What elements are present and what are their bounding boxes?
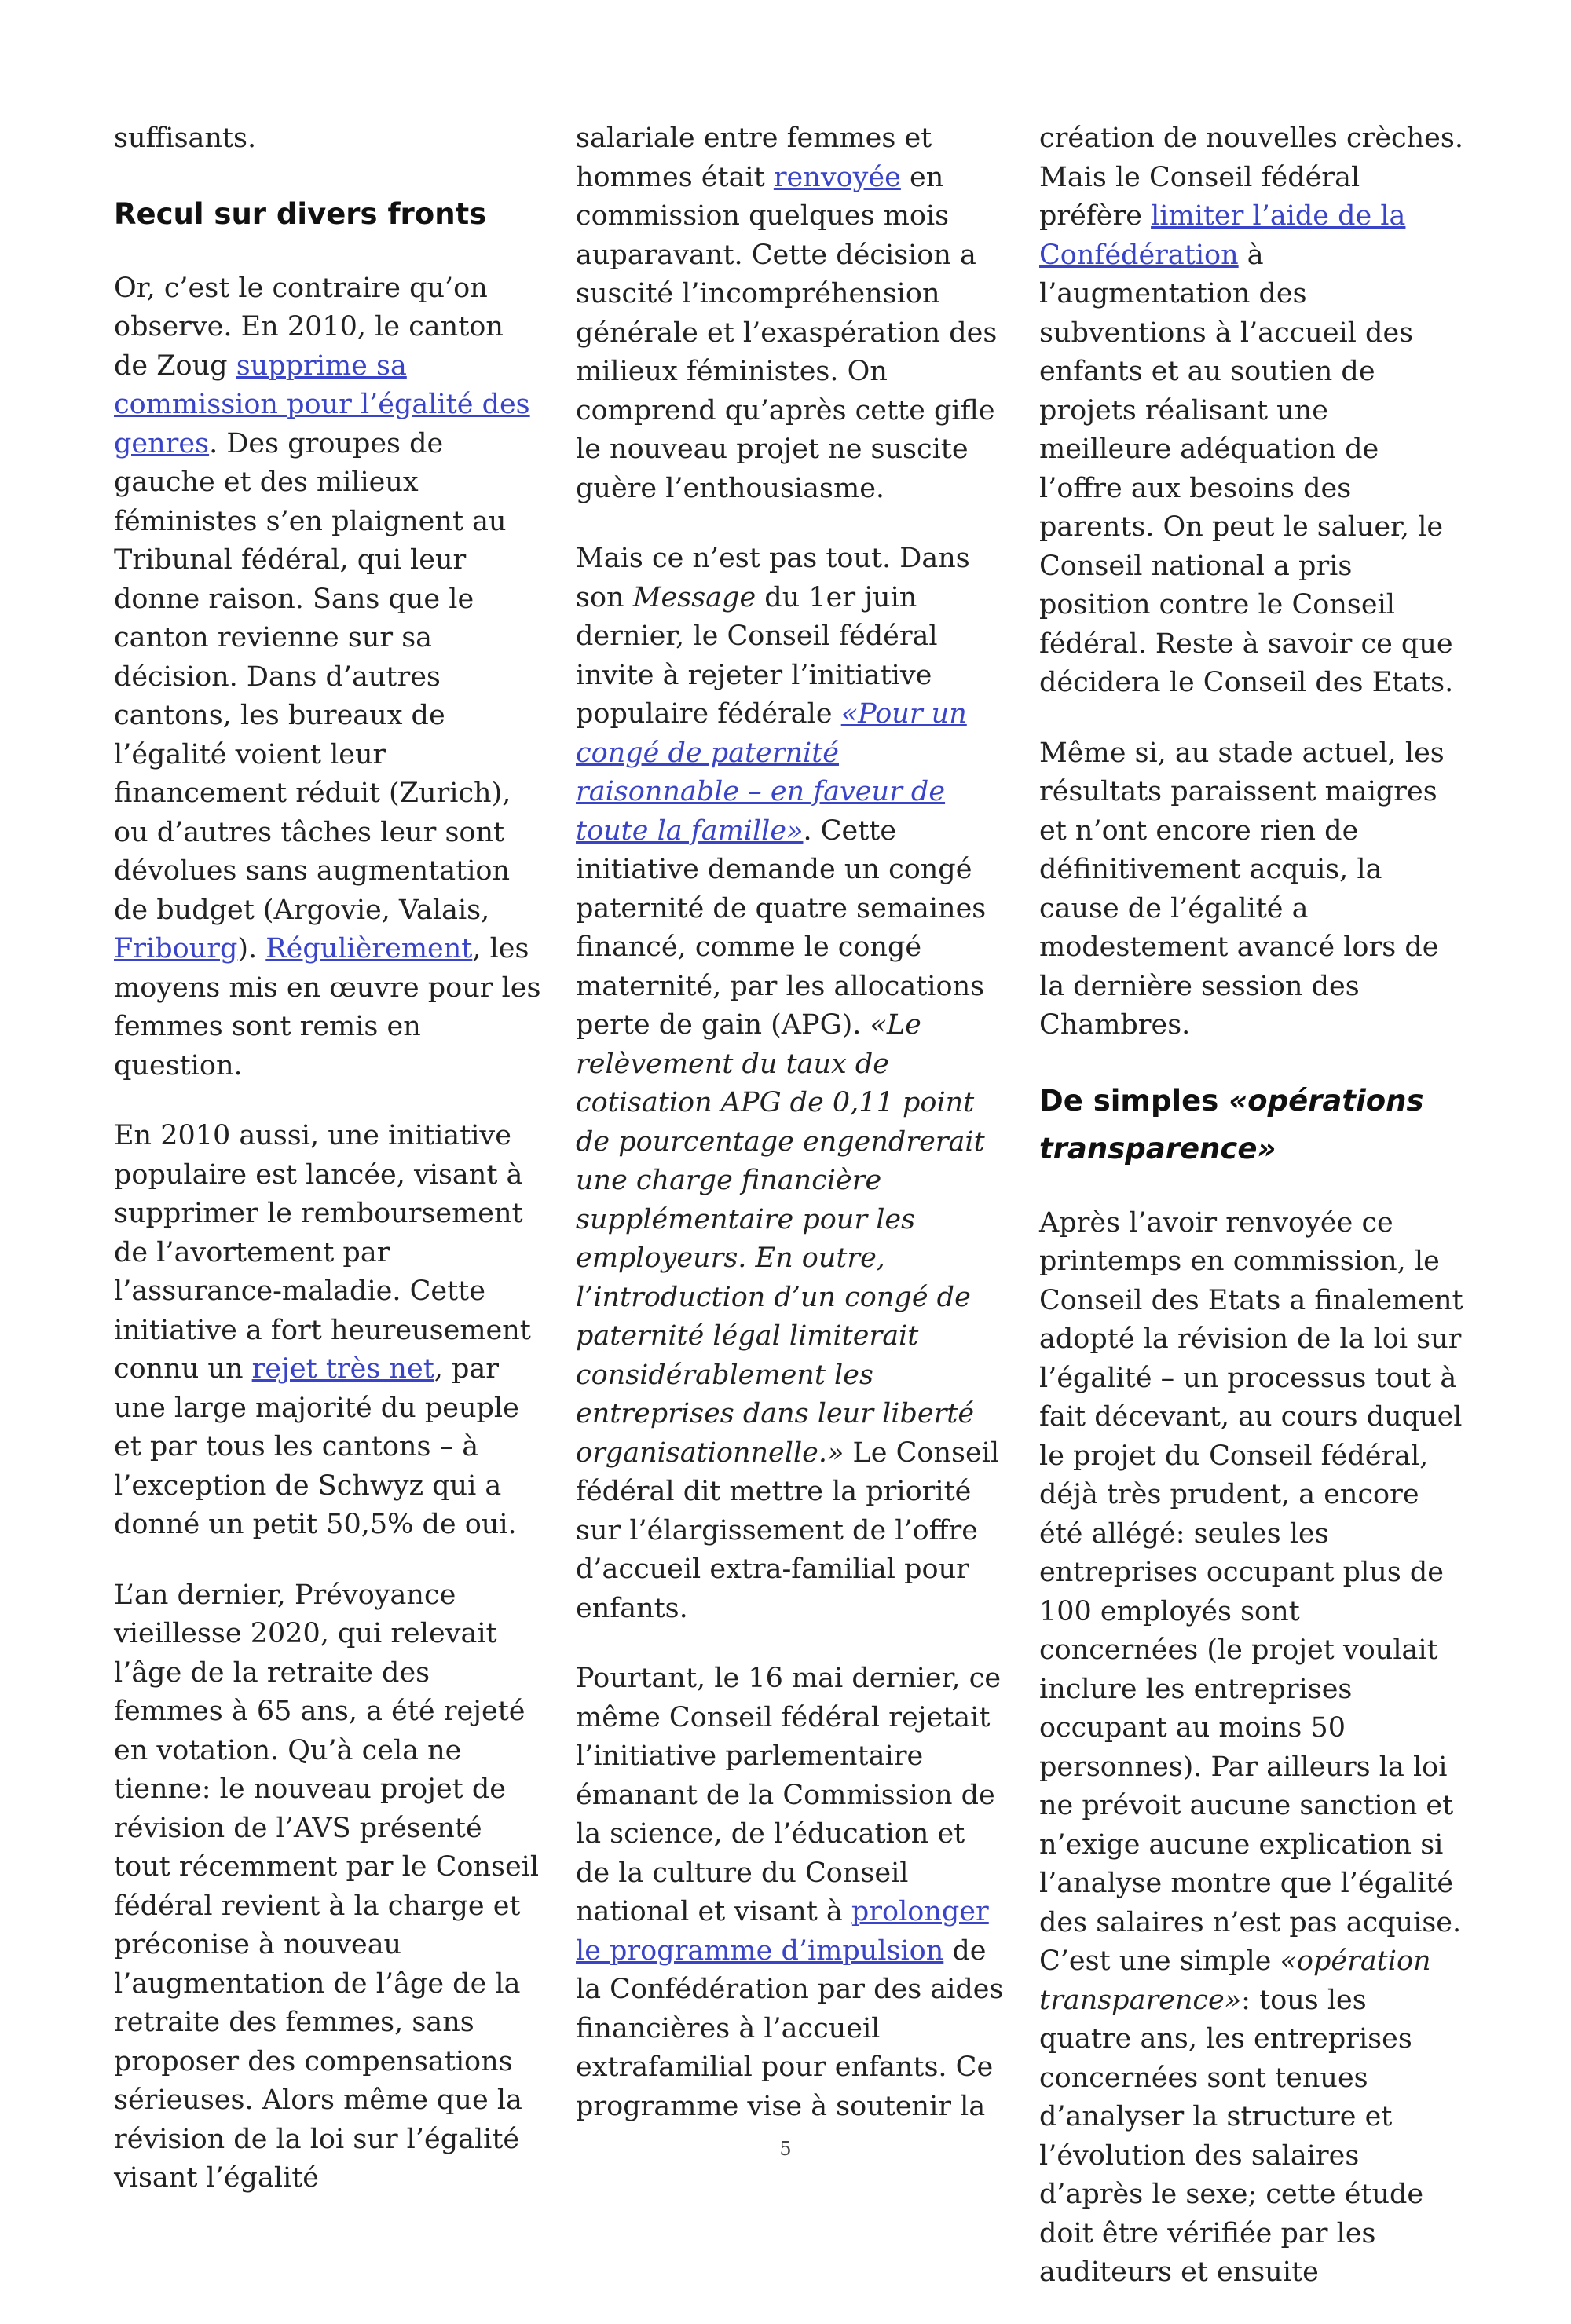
section-heading-operations-transparence: De simples «opérations transparence» [1039,1083,1424,1166]
paragraph: salariale entre femmes et hommes était renvoyée en commission quelques mois auparavant. Cette décision a suscité l’incompréhension générale et l’exaspération des milieux féministes. On comprend qu’après cette gifle le nouveau projet ne suscite guère l’enthousiasme. [576,123,998,504]
page-number: 5 [779,2138,792,2160]
message-title: Message [632,581,756,613]
paragraph: Mais ce n’est pas tout. Dans son Message du 1er juin dernier, le Conseil fédéral invite à rejeter l’initiative populaire fédérale «Pour un congé de paternité raisonnable – en faveur de toute la famille». Cette initiative demande un congé paternité de quatre semaines financé, comme le congé maternité, par les allocations perte de gain (APG). «Le relèvement du taux de cotisation APG de 0,11 point de pourcentage engendrerait une charge financière supplémentaire pour les employeurs. En outre, l’introduction d’un congé de paternité légal limiterait considérablement les entreprises dans leur liberté organisationnelle.» Le Conseil fédéral dit mettre la priorité sur l’élargissement de l’offre d’accueil extra-familial pour enfants. [576,543,1000,1624]
operation-transparence-em: «opération transparence» [1039,1945,1431,2016]
link-fribourg[interactable]: Fribourg [114,933,238,964]
quote: «Le relèvement du taux de cotisation APG de 0,11 point de pourcentage engendrerait une charge financière supplémentaire pour les employeurs. En outre, l’introduction d’un congé de paternité légal limiterait considérablement les entreprises dans leur liberté organisationnelle.» [576,1009,985,1469]
paragraph: création de nouvelles crèches. Mais le Conseil fédéral préfère limiter l’aide de la Confédération à l’augmentation des subventions à l’accueil des enfants et au soutien de projets réalisant une meilleure adéquation de l’offre aux besoins des parents. On peut le saluer, le Conseil national a pris position contre le Conseil fédéral. Reste à savoir ce que décidera le Conseil des Etats. [1039,123,1463,698]
paragraph: Pourtant, le 16 mai dernier, ce même Conseil fédéral rejetait l’initiative parlementaire émanant de la Commission de la science, de l’éducation et de la culture du Conseil national et visant à prolonger le programme d’impulsion de la Confédération par des aides financières à l’accueil extrafamilial pour enfants. Ce programme vise à soutenir la [576,1663,1004,2122]
link-limiter-aide[interactable]: limiter l’aide de la Confédération [1039,200,1406,271]
paragraph: En 2010 aussi, une initiative populaire est lancée, visant à supprimer le remboursement de l’avortement par l’assurance-maladie. Cette initiative a fort heureusement connu un rejet très net, par une large majorité du peuple et par tous les cantons – à l’exception de Schwyz qui a donné un petit 50,5% de oui. [114,1120,531,1540]
link-commission-egalite[interactable]: supprime sa commission pour l’égalité des genres [114,350,530,459]
column-3 [1039,119,1467,2324]
paragraph: L’an dernier, Prévoyance vieillesse 2020, qui relevait l’âge de la retraite des femmes à 65 ans, a été rejeté en votation. Qu’à cela ne tienne: le nouveau projet de révision de l’AVS présenté tout récemment par le Conseil fédéral revient à la charge et préconise à nouveau l’augmentation de l’âge de la retraite des femmes, sans proposer des compensations sérieuses. Alors même que la révision de la loi sur l’égalité visant l’égalité [114,1579,540,2194]
link-rejet-tres-net[interactable]: rejet très net [251,1353,434,1385]
column-2 [576,119,1004,2157]
paragraph: Même si, au stade actuel, les résultats paraissent maigres et n’ont encore rien de définitivement acquis, la cause de l’égalité a modestement avancé lors de la dernière session des Chambres. [1039,737,1445,1041]
link-programme-impulsion[interactable]: prolonger le programme d’impulsion [576,1896,989,1967]
paragraph: Après l’avoir renvoyée ce printemps en commission, le Conseil des Etats a finalement adopté la révision de la loi sur l’égalité – un processus tout à fait décevant, au cours duquel le projet du Conseil fédéral, déjà très prudent, a encore été allégé: seules les entreprises occupant plus de 100 employés sont concernées (le projet voulait inclure les entreprises occupant au moins 50 personnes). Par ailleurs la loi ne prévoit aucune sanction et n’exige aucune explication si l’analyse montre que l’égalité des salaires n’est pas acquise. C’est une simple «opération transparence»: tous les quatre ans, les entreprises concernées sont tenues d’analyser la structure et l’évolution des salaires d’après le sexe; cette étude doit être vérifiée par les auditeurs et ensuite [1039,1206,1463,2288]
link-renvoyee[interactable]: renvoyée [773,161,901,193]
section-heading-recul: Recul sur divers fronts [114,196,487,231]
paragraph: Or, c’est le contraire qu’on observe. En 2010, le canton de Zoug supprime sa commission pour l’égalité des genres. Des groupes de gauche et des milieux féministes s’en plaignent au Tribunal fédéral, qui leur donne raison. Sans que le canton revienne sur sa décision. Dans d’autres cantons, les bureaux de l’égalité voient leur financement réduit (Zurich), ou d’autres tâches leur sont dévolues sans augmentation de budget (Argovie, Valais, Fribourg). Régulièrement, les moyens mis en œuvre pour les femmes sont remis en question. [114,272,541,1081]
link-regulierement[interactable]: Régulièrement [265,933,473,964]
link-initiative-conge-paternite[interactable]: «Pour un congé de paternité raisonnable – en faveur de toute la famille» [576,698,967,847]
paragraph: suffisants. [114,123,257,154]
column-1 [114,119,542,2230]
